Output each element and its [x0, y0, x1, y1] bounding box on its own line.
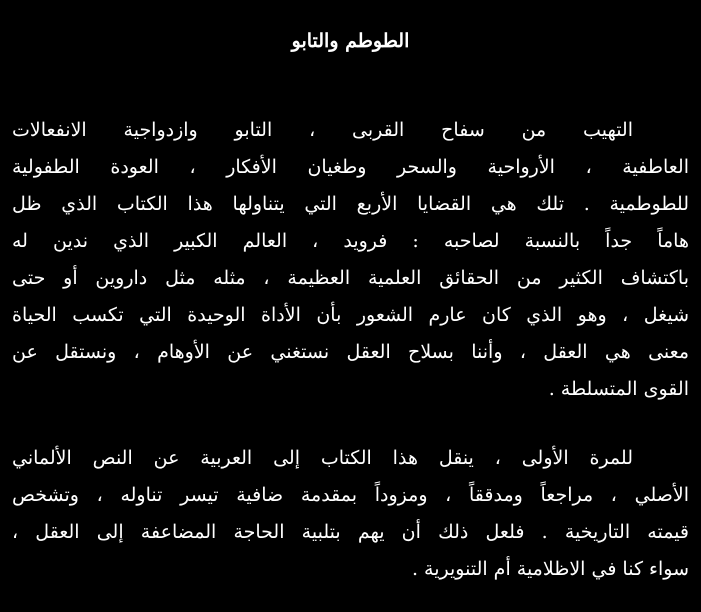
text-line: معنى هي العقل ، وأننا بسلاح العقل نستغني عن الأوهام ، ونستقل عن	[12, 341, 689, 363]
book-title: الطوطم والتابو	[291, 30, 410, 52]
text-line: التهيب من سفاح القربى ، التابو وازدواجية الانفعالات	[12, 119, 633, 141]
text-line: العاطفية ، الأرواحية والسحر وطغيان الأفكار ، العودة الطفولية	[12, 156, 689, 178]
text-line: قيمته التاريخية . فلعل ذلك أن يهم بتلبية الحاجة المضاعفة إلى العقل ،	[12, 521, 689, 543]
text-line: للطوطمية . تلك هي القضايا الأربع التي يتناولها هذا الكتاب الذي ظل	[12, 193, 689, 215]
text-line: باكتشاف الكثير من الحقائق العلمية العظيمة ، مثله مثل داروين أو حتى	[12, 267, 689, 289]
text-line: هاماً جداً بالنسبة لصاحبه : فرويد ، العالم الكبير الذي ندين له	[12, 230, 689, 252]
text-line: شيغل ، وهو الذي كان عارم الشعور بأن الأداة الوحيدة التي تكسب الحياة	[12, 304, 689, 326]
text-line: سواء كنا في الاظلامية أم التنويرية .	[411, 558, 689, 580]
paragraph-1	[12, 112, 689, 408]
paragraph-2	[12, 440, 689, 588]
text-line: الأصلي ، مراجعاً ومدققاً ، ومزوداً بمقدمة ضافية تيسر تناوله ، وتشخص	[12, 484, 689, 506]
text-line: القوى المتسلطة .	[548, 378, 689, 400]
text-line: للمرة الأولى ، ينقل هذا الكتاب إلى العربية عن النص الألماني	[12, 447, 633, 469]
